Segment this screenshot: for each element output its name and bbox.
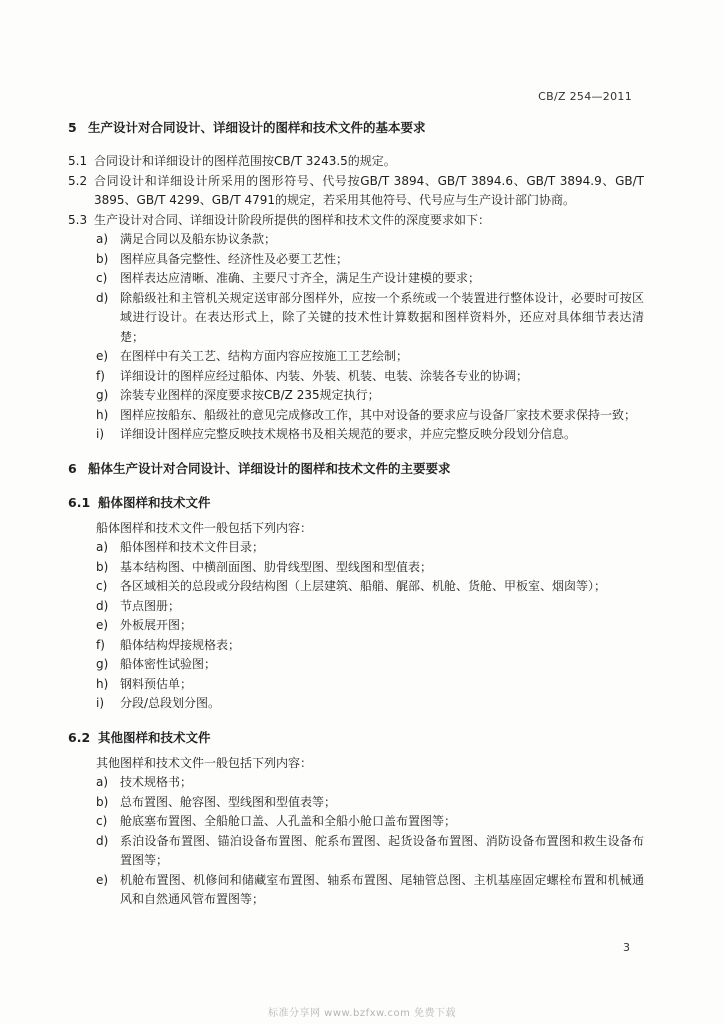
section-number: 5 — [68, 120, 77, 135]
list-text: 钢料预估单； — [120, 676, 193, 691]
list-item — [68, 597, 644, 617]
subsection-title: 船体图样和技术文件 — [98, 494, 211, 510]
list-item — [68, 347, 644, 367]
list-marker: c) — [96, 579, 108, 593]
list-marker: c) — [96, 271, 108, 285]
list-text: 满足合同以及船东协议条款； — [120, 232, 277, 246]
list-text: 除船级社和主管机关规定送审部分图样外，应按一个系统或一个装置进行整体设计，必要时可按区域进行设计。在表达形式上，除了关键的技术性计算数据和图样资料外，还应对具体细节表达清楚； — [120, 290, 644, 344]
list-marker: g) — [96, 657, 109, 671]
list-item — [68, 616, 644, 636]
list-item — [68, 793, 644, 813]
list-text: 在图样中有关工艺、结构方面内容应按施工工艺绘制； — [120, 349, 409, 363]
clause-number: 5.3 — [68, 212, 88, 227]
subsection-6-2-heading — [68, 728, 644, 748]
list-item — [68, 289, 644, 348]
clause-number: 5.1 — [68, 154, 88, 168]
list-marker: b) — [96, 559, 109, 574]
list-marker: a) — [96, 775, 109, 789]
clause-5-2 — [68, 172, 644, 211]
page-number: 3 — [623, 941, 630, 954]
list-item — [68, 832, 644, 871]
list-item — [68, 812, 644, 832]
list-item — [68, 425, 644, 445]
list-item — [68, 694, 644, 714]
list-text: 总布置图、舱容图、型线图和型值表等； — [120, 794, 337, 809]
section-title: 生产设计对合同设计、详细设计的图样和技术文件的基本要求 — [88, 120, 426, 135]
list-marker: d) — [96, 833, 109, 848]
list-item — [68, 558, 644, 578]
subsection-6-1-heading — [68, 493, 644, 513]
list-text: 船体结构焊接规格表； — [120, 637, 241, 652]
list-text: 分段/总段划分图。 — [120, 696, 221, 710]
list-text: 机舱布置图、机修间和储藏室布置图、轴系布置图、尾轴管总图、主机基座固定螺栓布置和机械通风和自然通风管布置图等； — [120, 872, 644, 906]
list-marker: h) — [96, 407, 109, 422]
list-text: 船体密性试验图； — [120, 657, 217, 671]
list-item — [68, 871, 644, 910]
list-text: 舱底塞布置图、全船舱口盖、人孔盖和全船小舱口盖布置图等； — [120, 814, 457, 828]
list-text: 图样应按船东、船级社的意见完成修改工作，其中对设备的要求应与设备厂家技术要求保持一致； — [120, 407, 637, 422]
list-item — [68, 538, 644, 558]
list-marker: i) — [96, 696, 105, 710]
clause-number: 5.2 — [68, 173, 88, 188]
subsection-title: 其他图样和技术文件 — [98, 729, 211, 745]
list-text: 图样应具备完整性、经济性及必要工艺性； — [120, 251, 349, 266]
list-marker: f) — [96, 637, 105, 652]
list-text: 图样表达应清晰、准确、主要尺寸齐全，满足生产设计建模的要求； — [120, 271, 481, 285]
list-text: 技术规格书； — [120, 775, 193, 789]
document-body — [68, 118, 644, 910]
clause-text: 合同设计和详细设计的图样范围按CB/T 3243.5的规定。 — [94, 154, 396, 168]
list-text: 船体图样和技术文件目录； — [120, 540, 265, 554]
list-item — [68, 655, 644, 675]
list-marker: b) — [96, 794, 109, 809]
section-title: 船体生产设计对合同设计、详细设计的图样和技术文件的主要要求 — [88, 460, 451, 476]
list-text: 涂装专业图样的深度要求按CB/Z 235规定执行； — [120, 388, 380, 402]
document-code: CB/Z 254—2011 — [538, 90, 632, 103]
list-marker: a) — [96, 232, 109, 246]
list-marker: f) — [96, 368, 105, 383]
watermark-text: 标准分享网 www.bzfxw.com 免费下载 — [268, 1008, 456, 1019]
list-item — [68, 636, 644, 656]
clause-5-3 — [68, 211, 644, 231]
section-5-heading — [68, 118, 644, 138]
section-6-heading — [68, 459, 644, 479]
list-text: 详细设计的图样应经过船体、内装、外装、机装、电装、涂装各专业的协调； — [120, 368, 529, 383]
list-marker: i) — [96, 427, 105, 441]
list-marker: a) — [96, 540, 109, 554]
list-text: 基本结构图、中横剖面图、肋骨线型图、型线图和型值表； — [120, 559, 433, 574]
subsection-number: 6.1 — [68, 494, 91, 510]
list-text: 外板展开图； — [120, 618, 193, 632]
subsection-number: 6.2 — [68, 729, 91, 745]
list-item — [68, 675, 644, 695]
list-item — [68, 577, 644, 597]
list-marker: g) — [96, 388, 109, 402]
list-item — [68, 406, 644, 426]
clause-5-1 — [68, 152, 644, 172]
list-item — [68, 773, 644, 793]
list-text: 系泊设备布置图、锚泊设备布置图、舵系布置图、起货设备布置图、消防设备布置图和救生设备布置图等； — [120, 833, 644, 867]
list-marker: b) — [96, 251, 109, 266]
subsection-intro: 船体图样和技术文件一般包括下列内容： — [96, 520, 313, 535]
section-number: 6 — [68, 460, 77, 476]
list-marker: e) — [96, 349, 109, 363]
subsection-intro: 其他图样和技术文件一般包括下列内容： — [96, 755, 313, 770]
list-text: 详细设计图样应完整反映技术规格书及相关规范的要求，并应完整反映分段划分信息。 — [120, 427, 577, 441]
list-marker: c) — [96, 814, 108, 828]
clause-text: 生产设计对合同、详细设计阶段所提供的图样和技术文件的深度要求如下： — [94, 212, 491, 227]
list-text: 节点图册； — [120, 598, 181, 613]
list-item — [68, 367, 644, 387]
list-marker: d) — [96, 290, 109, 305]
list-item — [68, 250, 644, 270]
list-item — [68, 269, 644, 289]
clause-text: 合同设计和详细设计所采用的图形符号、代号按GB/T 3894、GB/T 3894.6、GB/T 3894.9、GB/T 3895、GB/T 4299、GB/T 4791的规定，若采用其他符号、代号应与生产设计部门协商。 — [94, 173, 644, 207]
list-item — [68, 386, 644, 406]
list-marker: e) — [96, 872, 109, 887]
list-text: 各区域相关的总段或分段结构图（上层建筑、船艏、艉部、机舱、货舱、甲板室、烟囱等）； — [120, 579, 607, 593]
list-item — [68, 230, 644, 250]
list-marker: d) — [96, 598, 109, 613]
list-marker: e) — [96, 618, 109, 632]
list-marker: h) — [96, 676, 109, 691]
